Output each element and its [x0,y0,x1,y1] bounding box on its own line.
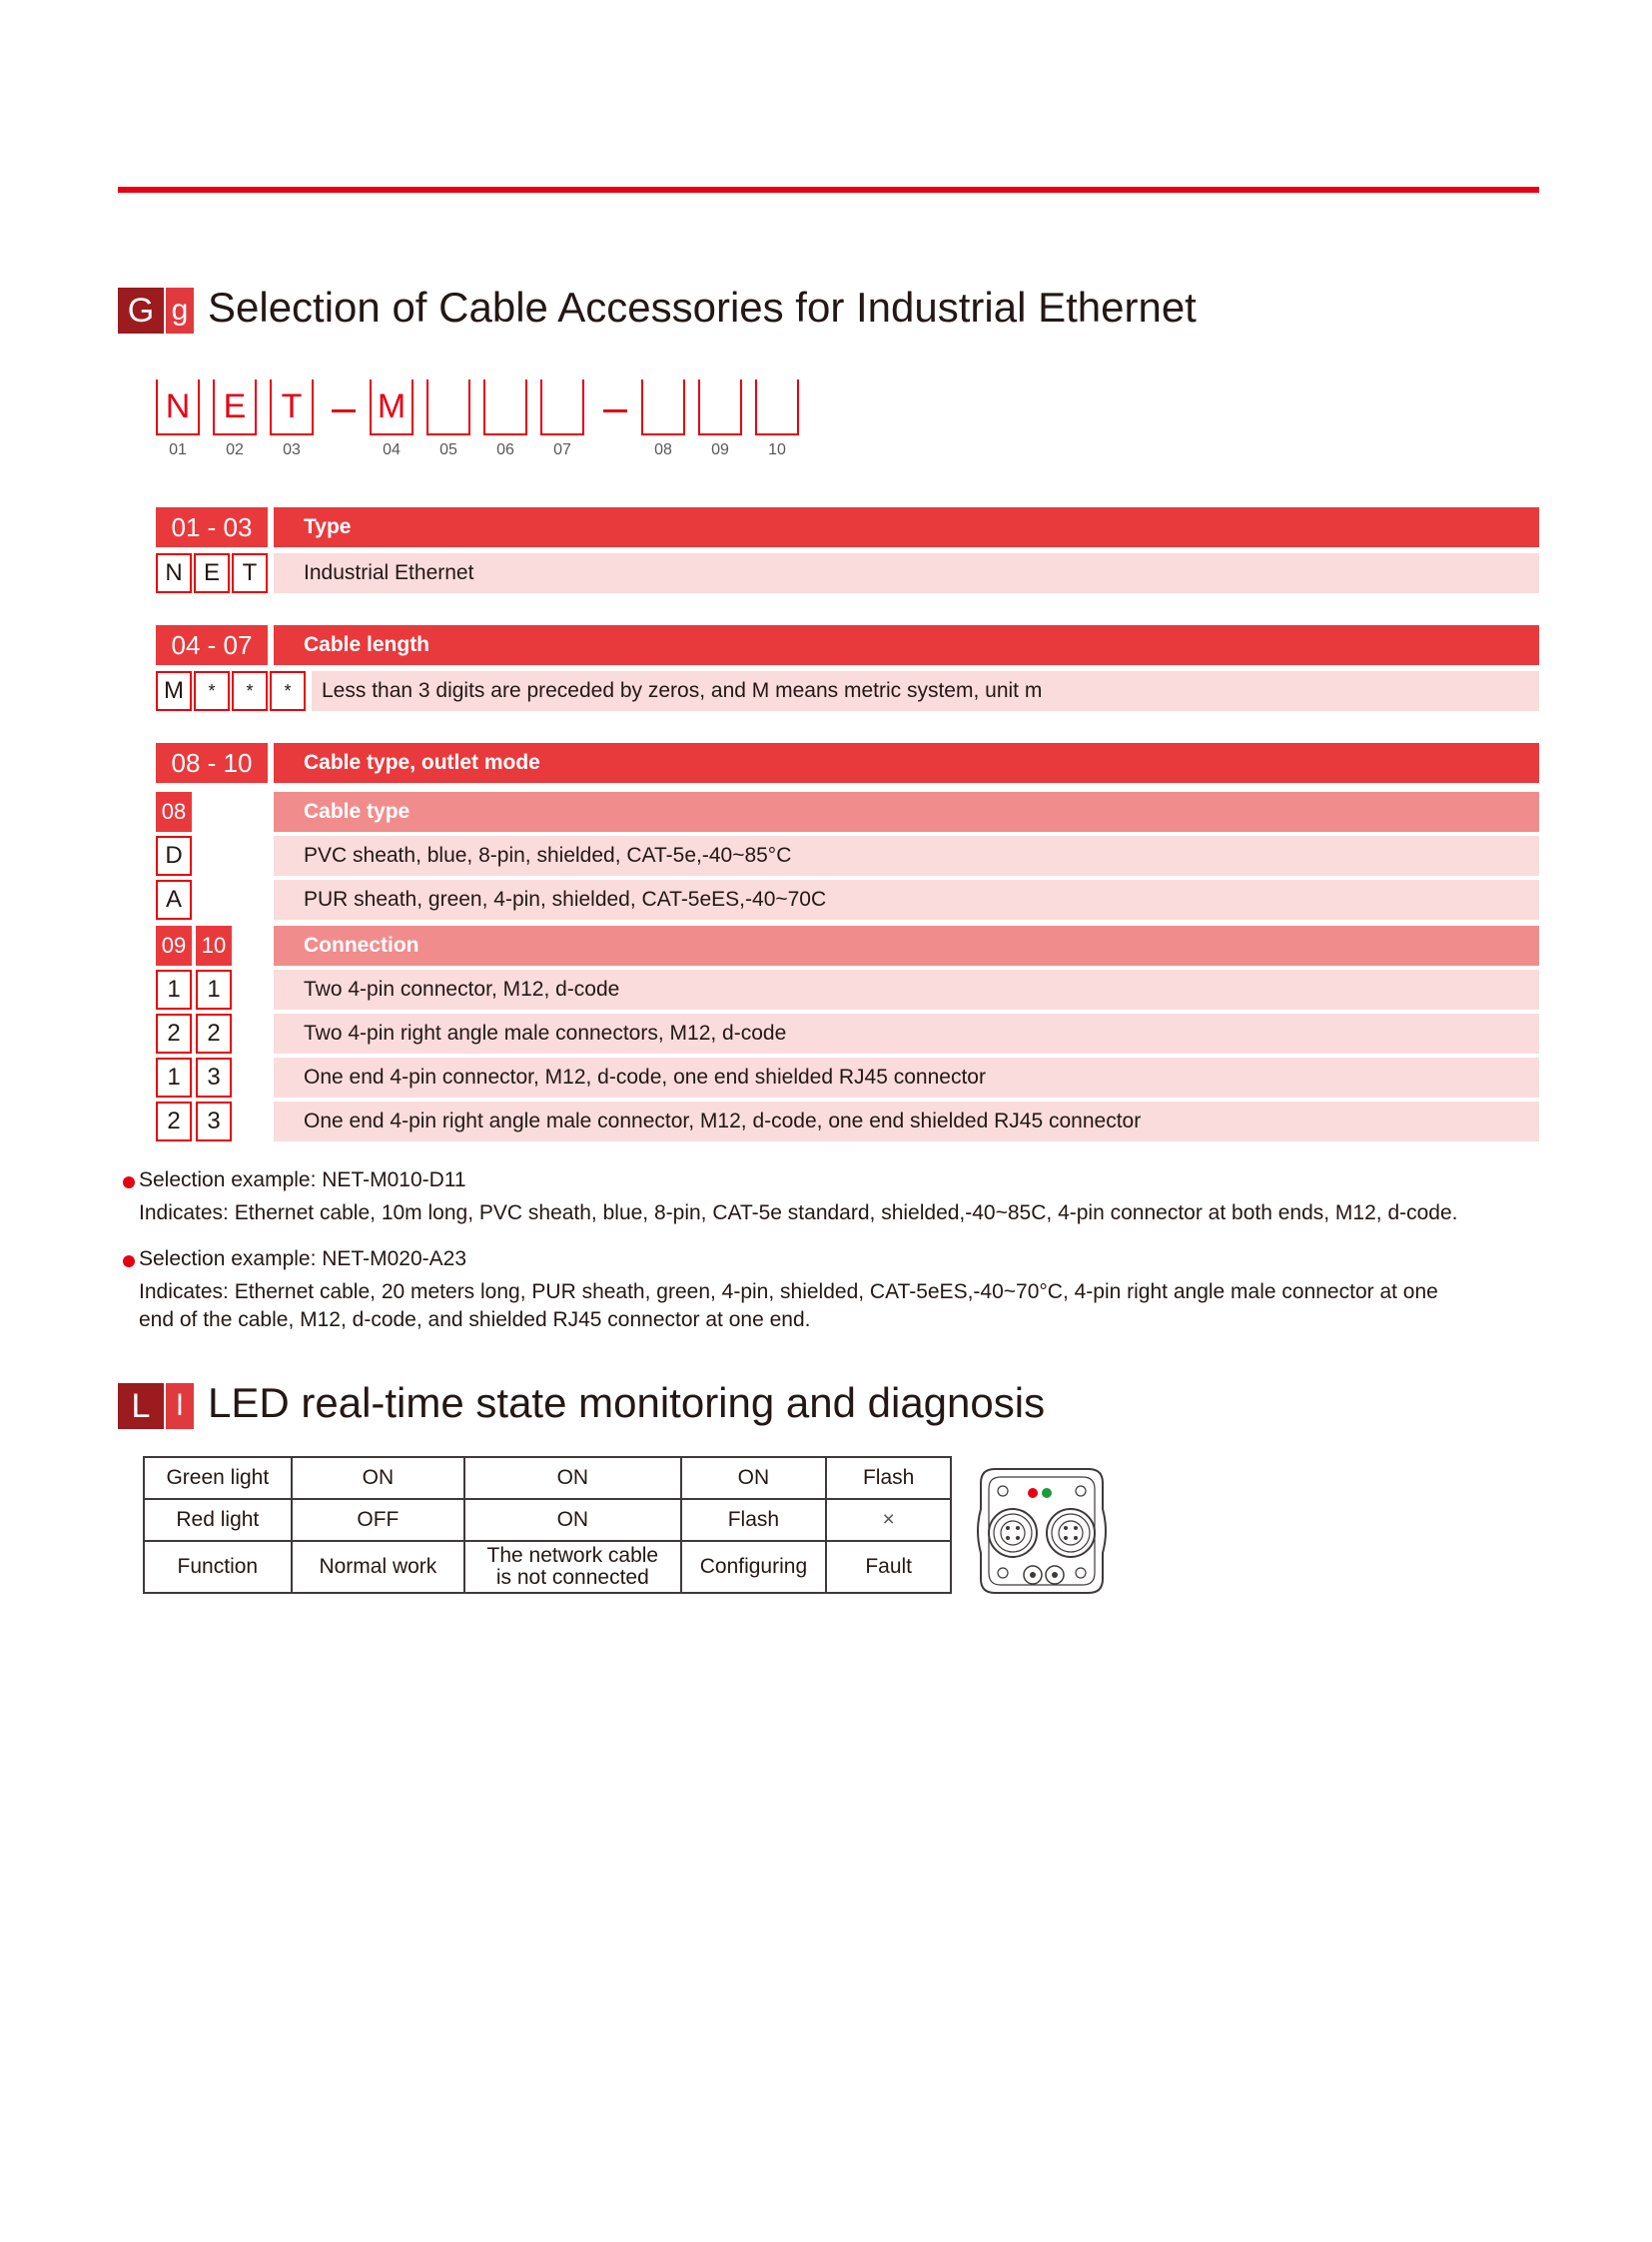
red-led-icon [1028,1488,1038,1498]
length-range-label: 04 - 07 [156,625,268,665]
led-cell: ON [464,1457,680,1499]
led-row-label: Red light [144,1499,292,1541]
code-box-08 [641,379,685,435]
example-line: Indicates: Ethernet cable, 20 meters long, PUR sheath, green, 4-pin, shielded, CAT-5eES,-40~70°C, 4-pin right angle male connector at one [139,1280,1438,1303]
cable-type-desc: PUR sheath, green, 4-pin, shielded, CAT-5eES,-40~70C [274,880,1539,920]
code-template [156,379,815,469]
green-led-icon [1042,1488,1052,1498]
led-row-label: Function [144,1541,292,1593]
cable-type-code: A [156,880,192,920]
connector-device-illustration [975,1463,1109,1599]
led-cell: Fault [826,1541,951,1593]
code-num-05: 05 [439,441,457,458]
connection-code-b: 3 [196,1102,232,1141]
section-l-title: LED real-time state monitoring and diagnosis [208,1379,1046,1426]
code-dash-2 [603,409,627,412]
connection-code-a: 1 [156,1058,192,1098]
connection-label-10: 10 [196,926,232,966]
example-title: Selection example: NET-M010-D11 [139,1168,466,1191]
code-num-08: 08 [654,441,672,458]
code-num-10: 10 [768,441,786,458]
connection-code-b: 3 [196,1058,232,1098]
type-header: Type [274,507,1539,547]
connection-code-b: 2 [196,1014,232,1054]
bullet-icon [123,1176,135,1188]
code-box-06 [483,379,527,435]
example-line: Indicates: Ethernet cable, 10m long, PVC sheath, blue, 8-pin, CAT-5e standard, shielded,-40~85C, 4-pin connector at both ends, M12, d-code. [139,1201,1458,1224]
connection-code-a: 2 [156,1102,192,1141]
led-row-function [144,1541,951,1593]
type-box-n: N [156,553,192,593]
led-cell: Flash [826,1457,951,1499]
example-title: Selection example: NET-M020-A23 [139,1247,466,1270]
led-cell: Normal work [292,1541,464,1593]
type-range-label: 01 - 03 [156,507,268,547]
led-cell: ON [681,1457,827,1499]
section-g-title: Selection of Cable Accessories for Industrial Ethernet [208,284,1197,331]
cable-range-label: 08 - 10 [156,743,268,783]
led-cell: Flash [681,1499,827,1541]
bullet-icon [123,1255,135,1267]
code-box-09 [698,379,742,435]
connection-desc: One end 4-pin connector, M12, d-code, one end shielded RJ45 connector [274,1058,1539,1098]
code-box-02: E [213,379,257,435]
cable-header: Cable type, outlet mode [274,743,1539,783]
led-cell: Configuring [681,1541,827,1593]
cable-type-code: D [156,836,192,876]
length-box-star-1: * [194,671,230,711]
length-desc: Less than 3 digits are preceded by zeros, and M means metric system, unit m [312,671,1539,711]
led-row-red [144,1499,951,1541]
led-cell: ON [464,1499,680,1541]
section-g-badge-lower: g [166,288,194,334]
length-header: Cable length [274,625,1539,665]
section-l-badge [118,1383,194,1429]
code-dash-1 [332,409,356,412]
section-l-badge-upper: L [118,1383,164,1429]
led-row-label: Green light [144,1457,292,1499]
connection-desc: One end 4-pin right angle male connector, M12, d-code, one end shielded RJ45 connector [274,1102,1539,1141]
type-box-t: T [232,553,268,593]
led-cell: OFF [292,1499,464,1541]
code-num-09: 09 [711,441,729,458]
code-num-02: 02 [226,441,244,458]
led-cell-multiline: The network cable is not connected [464,1541,680,1593]
led-row-green [144,1457,951,1499]
code-box-04: M [370,379,413,435]
code-num-03: 03 [283,441,301,458]
cable-type-label: 08 [156,792,192,832]
code-box-03: T [270,379,314,435]
led-cell: ON [292,1457,464,1499]
top-red-rule [118,187,1539,193]
example-line: end of the cable, M12, d-code, and shielded RJ45 connector at one end. [139,1308,811,1331]
connection-code-a: 2 [156,1014,192,1054]
connection-desc: Two 4-pin right angle male connectors, M12, d-code [274,1014,1539,1054]
code-box-01: N [156,379,200,435]
code-num-04: 04 [383,441,401,458]
code-box-05 [426,379,470,435]
code-box-07 [540,379,584,435]
length-box-star-3: * [270,671,306,711]
code-num-06: 06 [496,441,514,458]
code-num-07: 07 [553,441,571,458]
led-cell-cross: × [826,1499,951,1541]
connection-code-a: 1 [156,970,192,1010]
connection-label-09: 09 [156,926,192,966]
section-g-badge-upper: G [118,288,164,334]
length-box-star-2: * [232,671,268,711]
code-num-01: 01 [169,441,187,458]
led-state-table [143,1456,952,1594]
type-desc: Industrial Ethernet [274,553,1539,593]
connection-header: Connection [274,926,1539,966]
connection-code-b: 1 [196,970,232,1010]
connection-desc: Two 4-pin connector, M12, d-code [274,970,1539,1010]
section-l-badge-lower: l [166,1383,194,1429]
cable-type-desc: PVC sheath, blue, 8-pin, shielded, CAT-5e,-40~85°C [274,836,1539,876]
code-box-10 [755,379,799,435]
cable-type-header: Cable type [274,792,1539,832]
type-box-e: E [194,553,230,593]
length-box-m: M [156,671,192,711]
section-g-badge [118,288,194,334]
